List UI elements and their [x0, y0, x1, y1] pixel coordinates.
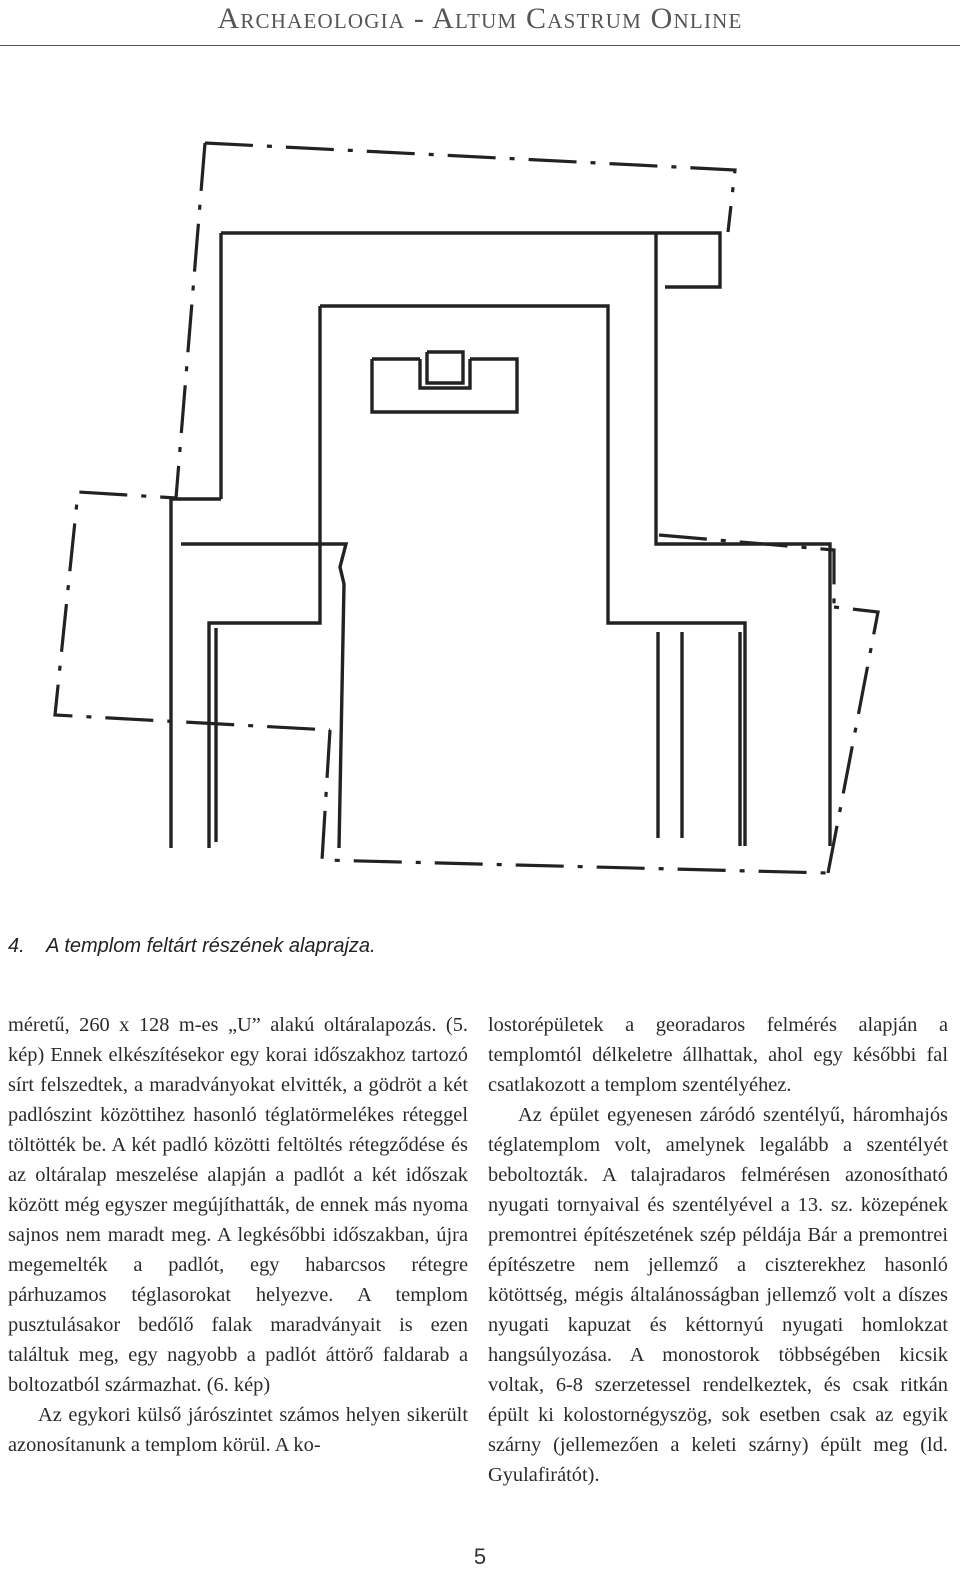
aisle-wall-west	[171, 499, 221, 848]
excavated-walls	[171, 233, 830, 848]
text-column-left	[8, 1010, 468, 1460]
tower-square	[665, 233, 720, 287]
figure-caption: 4. A templom feltárt részének alaprajza.	[8, 935, 376, 957]
journal-title: Archaeologia - Altum Castrum Online	[217, 2, 743, 35]
text-column-right	[488, 1010, 948, 1490]
nave-inner-west	[209, 306, 320, 848]
paragraph: Az épület egyenesen záródó szentélyű, háromhajós téglatemplom volt, amelynek legalább a szentélyét beboltozták. A talajradaros felmérésen azonosítható nyugati tornyaival és szentélyével a 13. sz. közepének premontrei építészetének szép példája Bár a premontrei építészetre nem jellemző a ciszterekhez hasonló kötöttség, mégis általánosságban jellemző volt a díszes nyugati kapuzat és kéttornyú nyugati homlokzat hangsúlyozása. A monostorok többségében kicsik voltak, 6-8 szerzetessel rendelkeztek, és csak ritkán épült ki kolostornégyszög, sok esetben csak az egyik szárny (jellemezően a keleti szárny) épült meg (ld. Gyulafirátót).	[488, 1104, 948, 1486]
outline-south	[322, 730, 828, 873]
paragraph: méretű, 260 x 128 m-es „U” alakú oltáralapozás. (5. kép) Ennek elkészítésekor egy korai időszakhoz tartozó sírt felszedtek, a maradványokat elvitték, a gödröt a két padlószint közöttihez hasonló téglatörmelékes réteggel töltötték be. A két padló közötti feltöltés rétegződése és az oltáralap meszelése alapján a padlót a két időszak között még egyszer megújíthatták, de ennek más nyoma sajnos nem maradt meg. A legkésőbbi időszakban, újra megemelték a padlót, egy habarcsos rétegre párhuzamos téglasorokat helyezve. A templom pusztulásakor bedőlő falak maradványait is ezen találtuk meg, egy nagyobb a padlót áttörő faldarab a boltozatból származhat. (6. kép)	[8, 1014, 468, 1396]
page-number: 5	[473, 1544, 487, 1569]
church-floor-plan	[0, 100, 960, 920]
altar-foundation	[372, 359, 517, 412]
paragraph: Az egykori külső járószintet számos helyen sikerült azonosítanunk a templom körül. A ko-	[8, 1404, 468, 1456]
paragraph: lostorépületek a georadaros felmérés alapján a templomtól délkeletre állhattak, ahol egy későbbi fal csatlakozott a templom szentélyéhez.	[488, 1014, 948, 1096]
page-header	[0, 0, 960, 46]
outline-south-east	[828, 607, 878, 873]
altar-inner-box	[427, 352, 463, 383]
outline-east-gap	[659, 535, 834, 607]
reconstructed-outline	[55, 143, 878, 873]
outline-west	[55, 143, 330, 730]
outline-north-west	[205, 143, 735, 232]
